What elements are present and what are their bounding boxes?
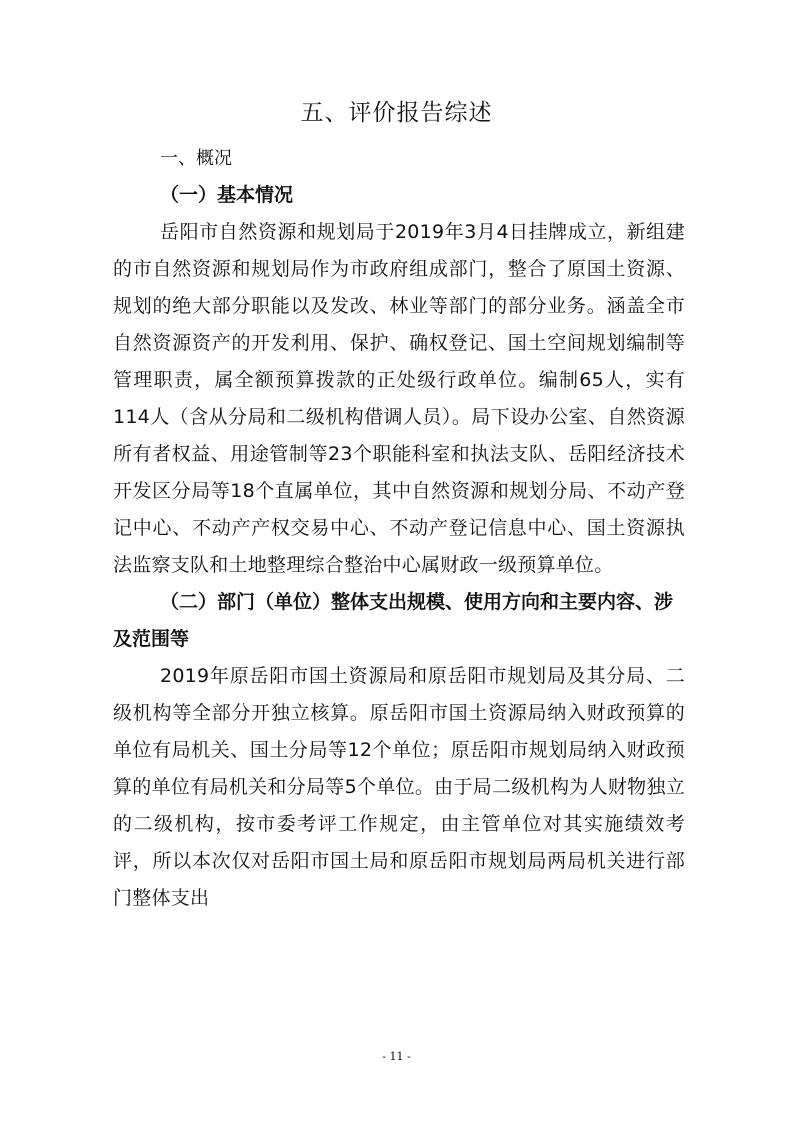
paragraph-expenditure: 2019年原岳阳市国土资源局和原岳阳市规划局及其分局、二级机构等全部分开独立核算。原岳阳市国土资源局纳入财政预算的单位有局机关、国土分局等12个单位；原岳阳市规划局纳入财政预算的单位有局机关和分局等5个单位。由于局二级机构为人财物独立的二级机构，按市委考评工作规定，由主管单位对其实施绩效考评，所以本次仅对岳阳市国土局和原岳阳市规划局两局机关进行部门整体支出	[113, 665, 685, 909]
section-heading-overview: 一、概况	[160, 148, 232, 169]
paragraph-basic-info: 岳阳市自然资源和规划局于2019年3月4日挂牌成立，新组建的市自然资源和规划局作为市政府组成部门，整合了原国土资源、规划的绝大部分职能以及发改、林业等部门的部分业务。涵盖全市自然资源资产的开发利用、保护、确权登记、国土空间规划编制等管理职责，属全额预算拨款的正处级行政单位。编制65人，实有114人（含从分局和二级机构借调人员）。局下设办公室、自然资源所有者权益、用途管制等23个职能科室和执法支队、岳阳经济技术开发区分局等18个直属单位，其中自然资源和规划分局、不动产登记中心、不动产产权交易中心、不动产登记信息中心、国土资源执法监察支队和土地整理综合整治中心属财政一级预算单位。	[113, 221, 685, 576]
document-title: 五、评价报告综述	[300, 100, 493, 126]
subsection-heading-expenditure: （二）部门（单位）整体支出规模、使用方向和主要内容、涉及范围等	[113, 591, 674, 650]
page-number: - 11 -	[382, 1050, 411, 1063]
subsection-heading-basic-info: （一）基本情况	[160, 184, 294, 206]
document-body	[113, 141, 685, 917]
